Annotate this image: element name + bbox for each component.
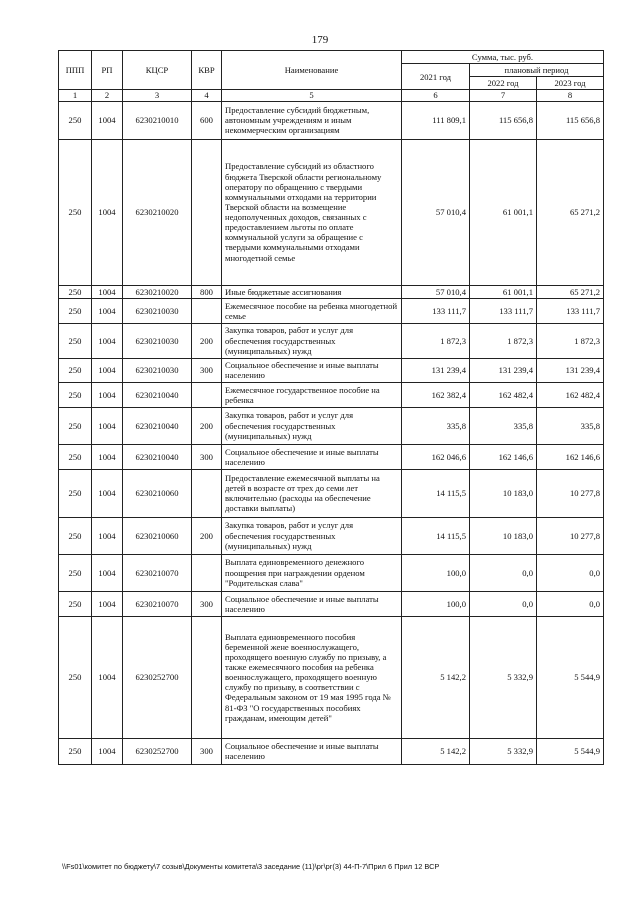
cell-sum-2023: 10 277,8 [537, 517, 604, 554]
header-ppp: ППП [59, 51, 92, 90]
cell-kvr: 200 [192, 323, 222, 358]
cell-rp: 1004 [92, 444, 123, 469]
cell-sum-2022: 5 332,9 [470, 738, 537, 764]
cell-sum-2023: 65 271,2 [537, 139, 604, 285]
cell-sum-2022: 162 482,4 [470, 382, 537, 407]
cell-sum-2023: 162 482,4 [537, 382, 604, 407]
table-row [59, 358, 604, 382]
cell-kcsr: 6230210060 [123, 469, 192, 517]
cell-kvr: 200 [192, 407, 222, 444]
cell-kcsr: 6230210040 [123, 444, 192, 469]
column-index-cell: 7 [470, 90, 537, 101]
header-planned-period: плановый период [470, 64, 604, 77]
cell-rp: 1004 [92, 382, 123, 407]
cell-sum-2021: 111 809,1 [402, 101, 470, 139]
cell-sum-2023: 335,8 [537, 407, 604, 444]
cell-sum-2022: 61 001,1 [470, 285, 537, 298]
cell-sum-2021: 162 382,4 [402, 382, 470, 407]
cell-kcsr: 6230210030 [123, 298, 192, 323]
cell-sum-2021: 133 111,7 [402, 298, 470, 323]
table-row [59, 285, 604, 298]
cell-name: Социальное обеспечение и иные выплаты населению [222, 358, 402, 382]
header-name: Наименование [222, 51, 402, 90]
cell-sum-2023: 1 872,3 [537, 323, 604, 358]
cell-sum-2023: 133 111,7 [537, 298, 604, 323]
cell-sum-2021: 57 010,4 [402, 139, 470, 285]
cell-kvr: 800 [192, 285, 222, 298]
cell-kvr [192, 298, 222, 323]
cell-name: Выплата единовременного пособия беременной жене военнослужащего, проходящего военную службу по призыву, а также ежемесячного пособия на ребенка военнослужащего, проходящего военную службу по призыву, в соответствии с Федеральным законом от 19 мая 1995 года № 81-ФЗ "О государственных пособиях гражданам, имеющим детей" [222, 616, 402, 738]
cell-name: Закупка товаров, работ и услуг для обеспечения государственных (муниципальных) нужд [222, 323, 402, 358]
cell-kvr [192, 616, 222, 738]
cell-ppp: 250 [59, 101, 92, 139]
cell-sum-2022: 0,0 [470, 591, 537, 616]
cell-ppp: 250 [59, 517, 92, 554]
table-row [59, 382, 604, 407]
cell-ppp: 250 [59, 616, 92, 738]
table-row [59, 517, 604, 554]
cell-sum-2022: 10 183,0 [470, 517, 537, 554]
cell-rp: 1004 [92, 517, 123, 554]
cell-sum-2022: 133 111,7 [470, 298, 537, 323]
cell-ppp: 250 [59, 323, 92, 358]
cell-sum-2021: 1 872,3 [402, 323, 470, 358]
header-year-2022: 2022 год [470, 77, 537, 90]
table-row [59, 298, 604, 323]
cell-rp: 1004 [92, 323, 123, 358]
cell-sum-2021: 162 046,6 [402, 444, 470, 469]
cell-ppp: 250 [59, 407, 92, 444]
cell-ppp: 250 [59, 358, 92, 382]
cell-kcsr: 6230210060 [123, 517, 192, 554]
cell-kcsr: 6230210030 [123, 358, 192, 382]
cell-name: Выплата единовременного денежного поощрения при награждении орденом "Родительская слава" [222, 554, 402, 591]
cell-sum-2022: 162 146,6 [470, 444, 537, 469]
table-row [59, 616, 604, 738]
table-row [59, 323, 604, 358]
cell-sum-2022: 1 872,3 [470, 323, 537, 358]
cell-kvr [192, 139, 222, 285]
cell-sum-2022: 5 332,9 [470, 616, 537, 738]
cell-kcsr: 6230210030 [123, 323, 192, 358]
cell-ppp: 250 [59, 591, 92, 616]
table-row [59, 591, 604, 616]
column-index-cell: 6 [402, 90, 470, 101]
header-sum: Сумма, тыс. руб. [402, 51, 604, 64]
cell-sum-2021: 131 239,4 [402, 358, 470, 382]
header-year-2023: 2023 год [537, 77, 604, 90]
cell-ppp: 250 [59, 469, 92, 517]
cell-sum-2023: 10 277,8 [537, 469, 604, 517]
cell-sum-2023: 65 271,2 [537, 285, 604, 298]
cell-sum-2021: 100,0 [402, 554, 470, 591]
cell-name: Социальное обеспечение и иные выплаты населению [222, 738, 402, 764]
cell-name: Социальное обеспечение и иные выплаты населению [222, 444, 402, 469]
cell-ppp: 250 [59, 285, 92, 298]
cell-kcsr: 6230210020 [123, 139, 192, 285]
cell-name: Закупка товаров, работ и услуг для обеспечения государственных (муниципальных) нужд [222, 407, 402, 444]
cell-sum-2023: 162 146,6 [537, 444, 604, 469]
cell-sum-2022: 115 656,8 [470, 101, 537, 139]
page-number: 179 [311, 34, 329, 46]
cell-kvr [192, 469, 222, 517]
column-index-cell: 2 [92, 90, 123, 101]
cell-ppp: 250 [59, 444, 92, 469]
column-index-row [59, 90, 604, 101]
cell-rp: 1004 [92, 469, 123, 517]
cell-kvr: 300 [192, 444, 222, 469]
cell-name: Иные бюджетные ассигнования [222, 285, 402, 298]
column-index-cell: 5 [222, 90, 402, 101]
cell-sum-2021: 5 142,2 [402, 738, 470, 764]
header-kvr: КВР [192, 51, 222, 90]
table-row [59, 407, 604, 444]
column-index-cell: 4 [192, 90, 222, 101]
table-body [59, 101, 604, 764]
budget-table [58, 50, 604, 765]
cell-sum-2023: 0,0 [537, 554, 604, 591]
cell-kvr: 300 [192, 591, 222, 616]
cell-kcsr: 6230252700 [123, 738, 192, 764]
cell-rp: 1004 [92, 407, 123, 444]
cell-name: Социальное обеспечение и иные выплаты населению [222, 591, 402, 616]
footer-file-path: \\Fs01\комитет по бюджету\7 созыв\Документы комитета\3 заседание (11)\рг\рг(3) 44-П-7\Прил 6 Прил 12 ВСР [62, 862, 440, 871]
cell-name: Предоставление ежемесячной выплаты на детей в возрасте от трех до семи лет включительно (расходы на обеспечение доставки выплаты) [222, 469, 402, 517]
cell-name: Ежемесячное пособие на ребенка многодетной семье [222, 298, 402, 323]
cell-rp: 1004 [92, 298, 123, 323]
cell-rp: 1004 [92, 616, 123, 738]
cell-name: Ежемесячное государственное пособие на ребенка [222, 382, 402, 407]
column-index-cell: 8 [537, 90, 604, 101]
header-kcsr: КЦСР [123, 51, 192, 90]
cell-sum-2021: 14 115,5 [402, 517, 470, 554]
cell-kvr [192, 382, 222, 407]
cell-kvr [192, 554, 222, 591]
cell-kcsr: 6230210070 [123, 554, 192, 591]
cell-rp: 1004 [92, 139, 123, 285]
column-index-cell: 1 [59, 90, 92, 101]
cell-rp: 1004 [92, 101, 123, 139]
cell-kvr: 600 [192, 101, 222, 139]
column-index-cell: 3 [123, 90, 192, 101]
cell-rp: 1004 [92, 285, 123, 298]
cell-sum-2022: 0,0 [470, 554, 537, 591]
cell-sum-2023: 115 656,8 [537, 101, 604, 139]
cell-kvr: 300 [192, 738, 222, 764]
cell-kvr: 300 [192, 358, 222, 382]
cell-sum-2023: 0,0 [537, 591, 604, 616]
cell-rp: 1004 [92, 554, 123, 591]
cell-sum-2021: 57 010,4 [402, 285, 470, 298]
cell-sum-2023: 5 544,9 [537, 616, 604, 738]
cell-kcsr: 6230210040 [123, 382, 192, 407]
cell-sum-2023: 5 544,9 [537, 738, 604, 764]
cell-ppp: 250 [59, 554, 92, 591]
cell-kcsr: 6230252700 [123, 616, 192, 738]
cell-ppp: 250 [59, 298, 92, 323]
cell-ppp: 250 [59, 738, 92, 764]
cell-rp: 1004 [92, 591, 123, 616]
cell-sum-2021: 14 115,5 [402, 469, 470, 517]
cell-kcsr: 6230210010 [123, 101, 192, 139]
cell-sum-2022: 131 239,4 [470, 358, 537, 382]
header-rp: РП [92, 51, 123, 90]
table-row [59, 101, 604, 139]
cell-sum-2022: 10 183,0 [470, 469, 537, 517]
cell-kcsr: 6230210040 [123, 407, 192, 444]
table-row [59, 738, 604, 764]
cell-name: Предоставление субсидий бюджетным, автономным учреждениям и иным некоммерческим организациям [222, 101, 402, 139]
cell-sum-2022: 335,8 [470, 407, 537, 444]
cell-kcsr: 6230210070 [123, 591, 192, 616]
cell-rp: 1004 [92, 358, 123, 382]
cell-name: Предоставление субсидий из областного бюджета Тверской области региональному оператору по обращению с твердыми коммунальными отходами на территории Тверской области на возмещение недополученных доходов, связанных с предоставлением льготы по оплате коммунальной услуги за обращение с твердыми коммунальными отходами многодетной семье [222, 139, 402, 285]
cell-kvr: 200 [192, 517, 222, 554]
table-row [59, 139, 604, 285]
cell-rp: 1004 [92, 738, 123, 764]
table-row [59, 469, 604, 517]
table-row [59, 554, 604, 591]
cell-ppp: 250 [59, 382, 92, 407]
cell-sum-2021: 335,8 [402, 407, 470, 444]
cell-kcsr: 6230210020 [123, 285, 192, 298]
cell-name: Закупка товаров, работ и услуг для обеспечения государственных (муниципальных) нужд [222, 517, 402, 554]
cell-sum-2022: 61 001,1 [470, 139, 537, 285]
cell-sum-2023: 131 239,4 [537, 358, 604, 382]
cell-ppp: 250 [59, 139, 92, 285]
cell-sum-2021: 5 142,2 [402, 616, 470, 738]
table-row [59, 444, 604, 469]
cell-sum-2021: 100,0 [402, 591, 470, 616]
header-year-2021: 2021 год [402, 64, 470, 90]
